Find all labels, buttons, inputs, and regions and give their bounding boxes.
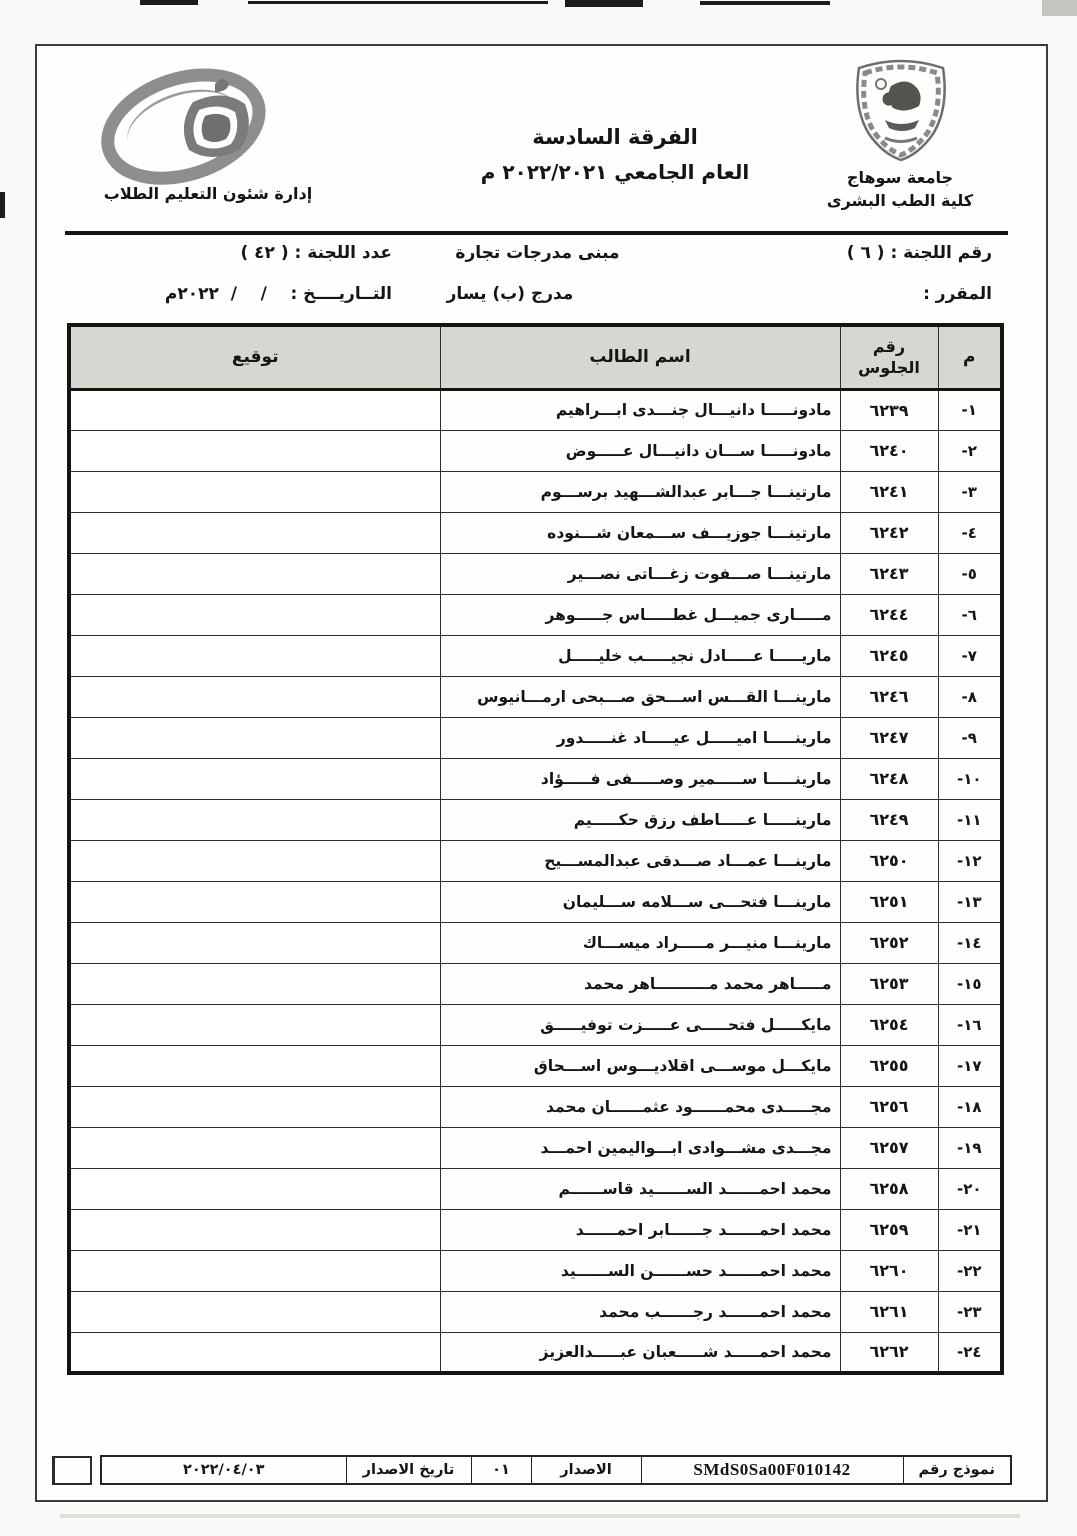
version-value: ٠١ [471, 1456, 531, 1484]
seat-number-cell: ٦٢٤٤ [840, 594, 938, 635]
department-caption: إدارة شئون التعليم الطلاب [103, 184, 313, 203]
seat-number-cell: ٦٢٦١ [840, 1291, 938, 1332]
attendance-table [67, 323, 1004, 1375]
student-name-cell: محمد احمــــــد رجــــــب محمد [440, 1291, 840, 1332]
table-row [69, 1127, 1002, 1168]
student-name-cell: ماريـــــا عـــــادل نجيـــــب خليـــــل [440, 635, 840, 676]
row-index-cell: ١٠- [938, 758, 1002, 799]
row-index-cell: ١٨- [938, 1086, 1002, 1127]
signature-cell [69, 389, 440, 430]
row-index-cell: ٢٤- [938, 1332, 1002, 1373]
table-row [69, 881, 1002, 922]
signature-cell [69, 717, 440, 758]
student-name-cell: مجـــــدى محمــــــود عثمــــــان محمد [440, 1086, 840, 1127]
student-name-cell: مارينـــا فتحـــى ســـلامه ســـليمان [440, 881, 840, 922]
form-number-value: SMdS0Sa00F010142 [641, 1456, 903, 1484]
form-number-label: نموذج رقم [903, 1456, 1011, 1484]
table-row [69, 512, 1002, 553]
seat-number-cell: ٦٢٥٩ [840, 1209, 938, 1250]
signature-cell [69, 635, 440, 676]
signature-cell [69, 1168, 440, 1209]
seat-number-cell: ٦٢٤١ [840, 471, 938, 512]
scan-artifact [1042, 0, 1077, 16]
student-name-cell: مايكـــل موســـى اقلاديـــوس اســـحاق [440, 1045, 840, 1086]
student-name-cell: مجـــدى مشـــوادى ابـــواليمين احمـــد [440, 1127, 840, 1168]
signature-cell [69, 881, 440, 922]
row-index-cell: ٢- [938, 430, 1002, 471]
seat-number-cell: ٦٢٦٠ [840, 1250, 938, 1291]
student-name-cell: مارينـــا منيـــر مـــــراد ميســـاك [440, 922, 840, 963]
row-index-cell: ٦- [938, 594, 1002, 635]
signature-cell [69, 840, 440, 881]
table-row [69, 1168, 1002, 1209]
academic-year-title: العام الجامعي ٢٠٢٢/٢٠٢١ م [480, 160, 750, 184]
table-row [69, 676, 1002, 717]
university-name: جامعة سوهاج [846, 168, 954, 187]
header-index: م [938, 325, 1002, 389]
table-row [69, 717, 1002, 758]
student-name-cell: محمد احمـــــد شـــــعبان عبـــــدالعزيز [440, 1332, 840, 1373]
table-row [69, 1004, 1002, 1045]
scan-artifact [248, 1, 548, 4]
row-index-cell: ٨- [938, 676, 1002, 717]
version-label: الاصدار [531, 1456, 641, 1484]
signature-cell [69, 471, 440, 512]
seat-number-cell: ٦٢٤٨ [840, 758, 938, 799]
student-name-cell: مارينـــــا ســـــمير وصـــــفى فـــــؤاد [440, 758, 840, 799]
building-label: مبنى مدرجات تجارة [455, 243, 620, 263]
student-name-cell: مـــــارى جميـــل غطـــــاس جـــــوهر [440, 594, 840, 635]
row-index-cell: ١١- [938, 799, 1002, 840]
row-index-cell: ١- [938, 389, 1002, 430]
signature-cell [69, 1209, 440, 1250]
student-name-cell: مارتينـــا صـــفوت زغـــاتى نصـــير [440, 553, 840, 594]
student-name-cell: مادونـــــا دانيـــال جنـــدى ابـــراهيم [440, 389, 840, 430]
hall-label: مدرج (ب) يسار [446, 284, 574, 304]
table-row [69, 471, 1002, 512]
faculty-name: كلية الطب البشرى [826, 191, 974, 210]
signature-cell [69, 1086, 440, 1127]
seat-number-cell: ٦٢٤٣ [840, 553, 938, 594]
signature-cell [69, 676, 440, 717]
student-name-cell: محمد احمــــــد حســــــن الســــــيد [440, 1250, 840, 1291]
table-header-row [69, 325, 1002, 389]
seat-number-cell: ٦٢٥٤ [840, 1004, 938, 1045]
header-seat-line1: رقم [872, 337, 906, 357]
signature-cell [69, 922, 440, 963]
table-row [69, 1086, 1002, 1127]
table-row [69, 1045, 1002, 1086]
date-label: التــاريــــخ : / / ٢٠٢٢م [164, 284, 392, 304]
emblem-caption [800, 166, 1000, 212]
committee-count-label: عدد اللجنة : ( ٤٢ ) [240, 243, 392, 263]
seat-number-cell: ٦٢٤٧ [840, 717, 938, 758]
table-row [69, 430, 1002, 471]
issue-date-label: تاريخ الاصدار [346, 1456, 471, 1484]
header-seat-line2: الجلوس [858, 358, 920, 378]
row-index-cell: ٣- [938, 471, 1002, 512]
student-name-cell: محمد احمــــــد جــــــابر احمــــــد [440, 1209, 840, 1250]
header-signature: توقيع [69, 325, 440, 389]
student-name-cell: مارينـــا عمـــاد صـــدقى عبدالمســـيح [440, 840, 840, 881]
signature-cell [69, 1332, 440, 1373]
faculty-of-medicine-emblem [845, 58, 957, 166]
scan-artifact [60, 1514, 1020, 1518]
table-row [69, 922, 1002, 963]
table-row [69, 553, 1002, 594]
seat-number-cell: ٦٢٤٠ [840, 430, 938, 471]
row-index-cell: ١٩- [938, 1127, 1002, 1168]
student-name-cell: محمد احمــــــد الســــــيد قاســــــم [440, 1168, 840, 1209]
table-row [69, 1209, 1002, 1250]
seat-number-cell: ٦٢٤٦ [840, 676, 938, 717]
signature-cell [69, 1250, 440, 1291]
seat-number-cell: ٦٢٥٠ [840, 840, 938, 881]
seat-number-cell: ٦٢٣٩ [840, 389, 938, 430]
header-seat-number [840, 325, 938, 389]
student-name-cell: مارتينـــا جـــابر عبدالشـــهيد برســـوم [440, 471, 840, 512]
issue-date-value: ٢٠٢٢/٠٤/٠٣ [101, 1456, 346, 1484]
seat-number-cell: ٦٢٦٢ [840, 1332, 938, 1373]
header-divider [65, 231, 1008, 235]
footer-corner-box [52, 1456, 92, 1485]
row-index-cell: ٢٣- [938, 1291, 1002, 1332]
row-index-cell: ١٦- [938, 1004, 1002, 1045]
seat-number-cell: ٦٢٤٥ [840, 635, 938, 676]
committee-number-label: رقم اللجنة : ( ٦ ) [846, 243, 992, 263]
table-row [69, 594, 1002, 635]
row-index-cell: ٤- [938, 512, 1002, 553]
page-title [420, 120, 810, 190]
row-index-cell: ٢٠- [938, 1168, 1002, 1209]
seat-number-cell: ٦٢٤٩ [840, 799, 938, 840]
seat-number-cell: ٦٢٥٧ [840, 1127, 938, 1168]
row-index-cell: ٩- [938, 717, 1002, 758]
table-row [69, 799, 1002, 840]
student-name-cell: مارينـــــا اميـــــل عيـــــاد غنـــــدور [440, 717, 840, 758]
signature-cell [69, 1127, 440, 1168]
student-name-cell: مايكـــــل فتحـــــى عـــــزت توفيـــــق [440, 1004, 840, 1045]
table-row [69, 1291, 1002, 1332]
seat-number-cell: ٦٢٥٢ [840, 922, 938, 963]
course-label: المقرر : [923, 284, 992, 304]
student-name-cell: مارتينـــا جوزيـــف ســـمعان شـــنوده [440, 512, 840, 553]
table-row [69, 963, 1002, 1004]
signature-cell [69, 512, 440, 553]
form-footer-row [101, 1456, 1011, 1484]
signature-cell [69, 799, 440, 840]
student-name-cell: مارينـــــا عـــــاطف رزق حكـــــيم [440, 799, 840, 840]
table-row [69, 635, 1002, 676]
row-index-cell: ٢٢- [938, 1250, 1002, 1291]
row-index-cell: ٧- [938, 635, 1002, 676]
scan-artifact [700, 1, 830, 5]
seat-number-cell: ٦٢٥٣ [840, 963, 938, 1004]
scan-artifact [140, 0, 198, 5]
signature-cell [69, 1004, 440, 1045]
seat-number-cell: ٦٢٥١ [840, 881, 938, 922]
table-row [69, 389, 1002, 430]
signature-cell [69, 1291, 440, 1332]
scan-artifact [0, 192, 5, 218]
row-index-cell: ٥- [938, 553, 1002, 594]
form-footer-table [100, 1455, 1012, 1485]
table-row [69, 840, 1002, 881]
header-student-name: اسم الطالب [440, 325, 840, 389]
row-index-cell: ٢١- [938, 1209, 1002, 1250]
sohag-university-logo [95, 64, 275, 186]
signature-cell [69, 963, 440, 1004]
seat-number-cell: ٦٢٥٨ [840, 1168, 938, 1209]
row-index-cell: ١٤- [938, 922, 1002, 963]
seat-number-cell: ٦٢٥٦ [840, 1086, 938, 1127]
signature-cell [69, 594, 440, 635]
scan-artifact [565, 0, 643, 7]
row-index-cell: ١٣- [938, 881, 1002, 922]
grade-title: الفرقة السادسة [532, 125, 698, 149]
signature-cell [69, 1045, 440, 1086]
student-name-cell: مادونـــــا ســـان دانيـــال عـــــوض [440, 430, 840, 471]
table-row [69, 1332, 1002, 1373]
signature-cell [69, 758, 440, 799]
student-name-cell: مـــــاهر محمد مــــــــــاهر محمد [440, 963, 840, 1004]
signature-cell [69, 553, 440, 594]
signature-cell [69, 430, 440, 471]
table-row [69, 1250, 1002, 1291]
row-index-cell: ١٧- [938, 1045, 1002, 1086]
student-name-cell: مارينـــا القـــس اســـحق صـــبحى ارمـــانيوس [440, 676, 840, 717]
table-row [69, 758, 1002, 799]
row-index-cell: ١٢- [938, 840, 1002, 881]
row-index-cell: ١٥- [938, 963, 1002, 1004]
seat-number-cell: ٦٢٥٥ [840, 1045, 938, 1086]
seat-number-cell: ٦٢٤٢ [840, 512, 938, 553]
